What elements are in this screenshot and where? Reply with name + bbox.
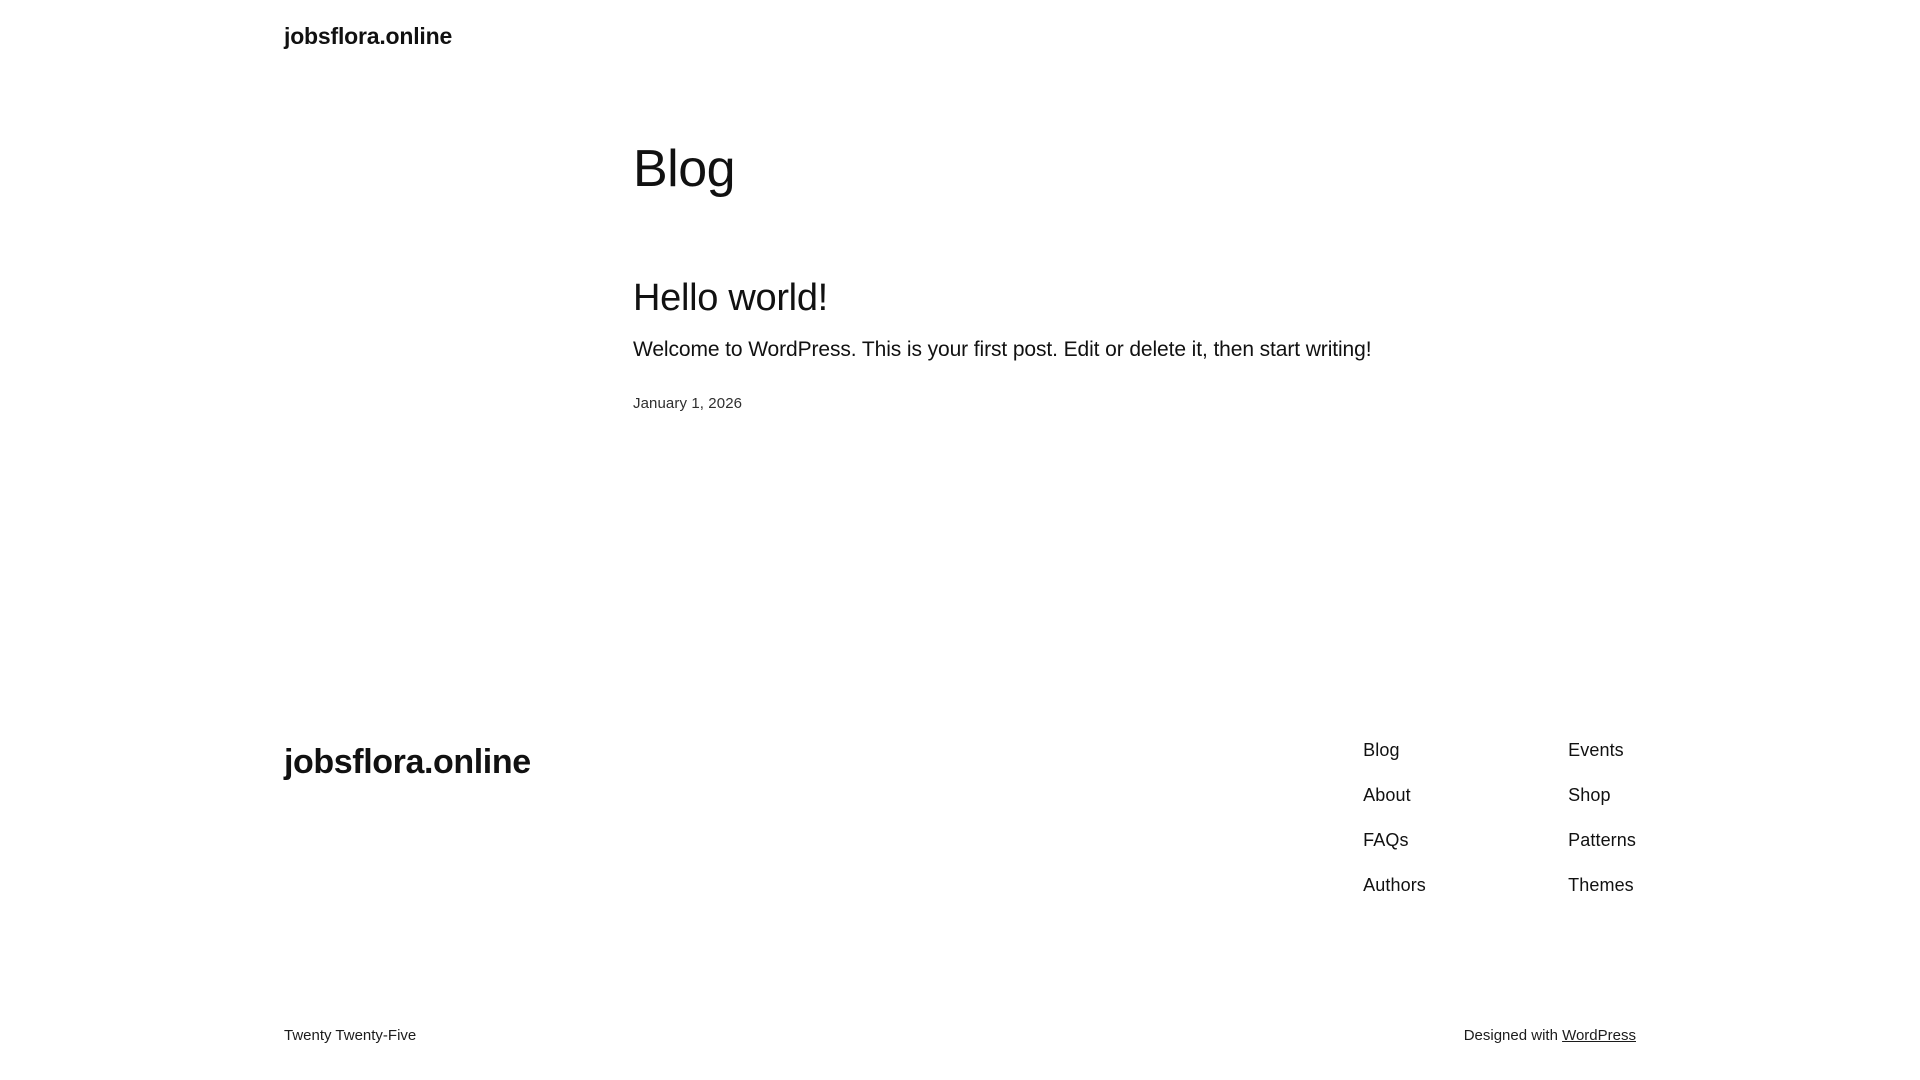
theme-credit: Twenty Twenty-Five <box>284 1027 417 1044</box>
footer-link-events[interactable]: Events <box>1568 740 1624 760</box>
footer-link-patterns[interactable]: Patterns <box>1568 830 1636 850</box>
footer-site-title-link[interactable]: jobsflora.online <box>284 743 531 781</box>
header-site-title-link[interactable]: jobsflora.online <box>284 23 453 49</box>
wordpress-link[interactable]: WordPress <box>1562 1027 1636 1044</box>
page-title: Blog <box>633 140 736 198</box>
footer-nav-item <box>1568 875 1636 896</box>
designed-with-text: Designed with <box>1463 1027 1563 1044</box>
footer-nav-item <box>1363 830 1568 851</box>
footer-bottom-row <box>284 1026 1636 1080</box>
footer-link-themes[interactable]: Themes <box>1568 875 1634 895</box>
footer-top-row <box>284 740 1636 896</box>
post-list-item <box>633 276 1636 412</box>
site-footer <box>284 740 1636 1080</box>
footer-nav-item <box>1568 785 1636 806</box>
footer-nav-item <box>1363 740 1568 761</box>
footer-link-about[interactable]: About <box>1363 785 1411 805</box>
post-excerpt: Welcome to WordPress. This is your first post. Edit or delete it, then start writing! <box>633 337 1372 361</box>
designed-with-credit <box>1464 1026 1636 1046</box>
post-date: January 1, 2026 <box>633 395 743 413</box>
footer-link-authors[interactable]: Authors <box>1363 875 1426 895</box>
footer-nav-item <box>1363 785 1568 806</box>
content-column <box>284 138 1636 412</box>
footer-nav-item <box>1568 740 1636 761</box>
footer-nav-column-1 <box>1363 740 1568 896</box>
footer-nav-column-2 <box>1568 740 1636 896</box>
footer-link-shop[interactable]: Shop <box>1568 785 1611 805</box>
main-content <box>284 52 1636 412</box>
footer-nav <box>1363 740 1636 896</box>
site-header <box>284 0 1636 52</box>
footer-nav-item <box>1568 830 1636 851</box>
footer-nav-item <box>1363 875 1568 896</box>
post-title-link[interactable]: Hello world! <box>633 277 828 320</box>
footer-link-faqs[interactable]: FAQs <box>1363 830 1409 850</box>
footer-link-blog[interactable]: Blog <box>1363 740 1400 760</box>
